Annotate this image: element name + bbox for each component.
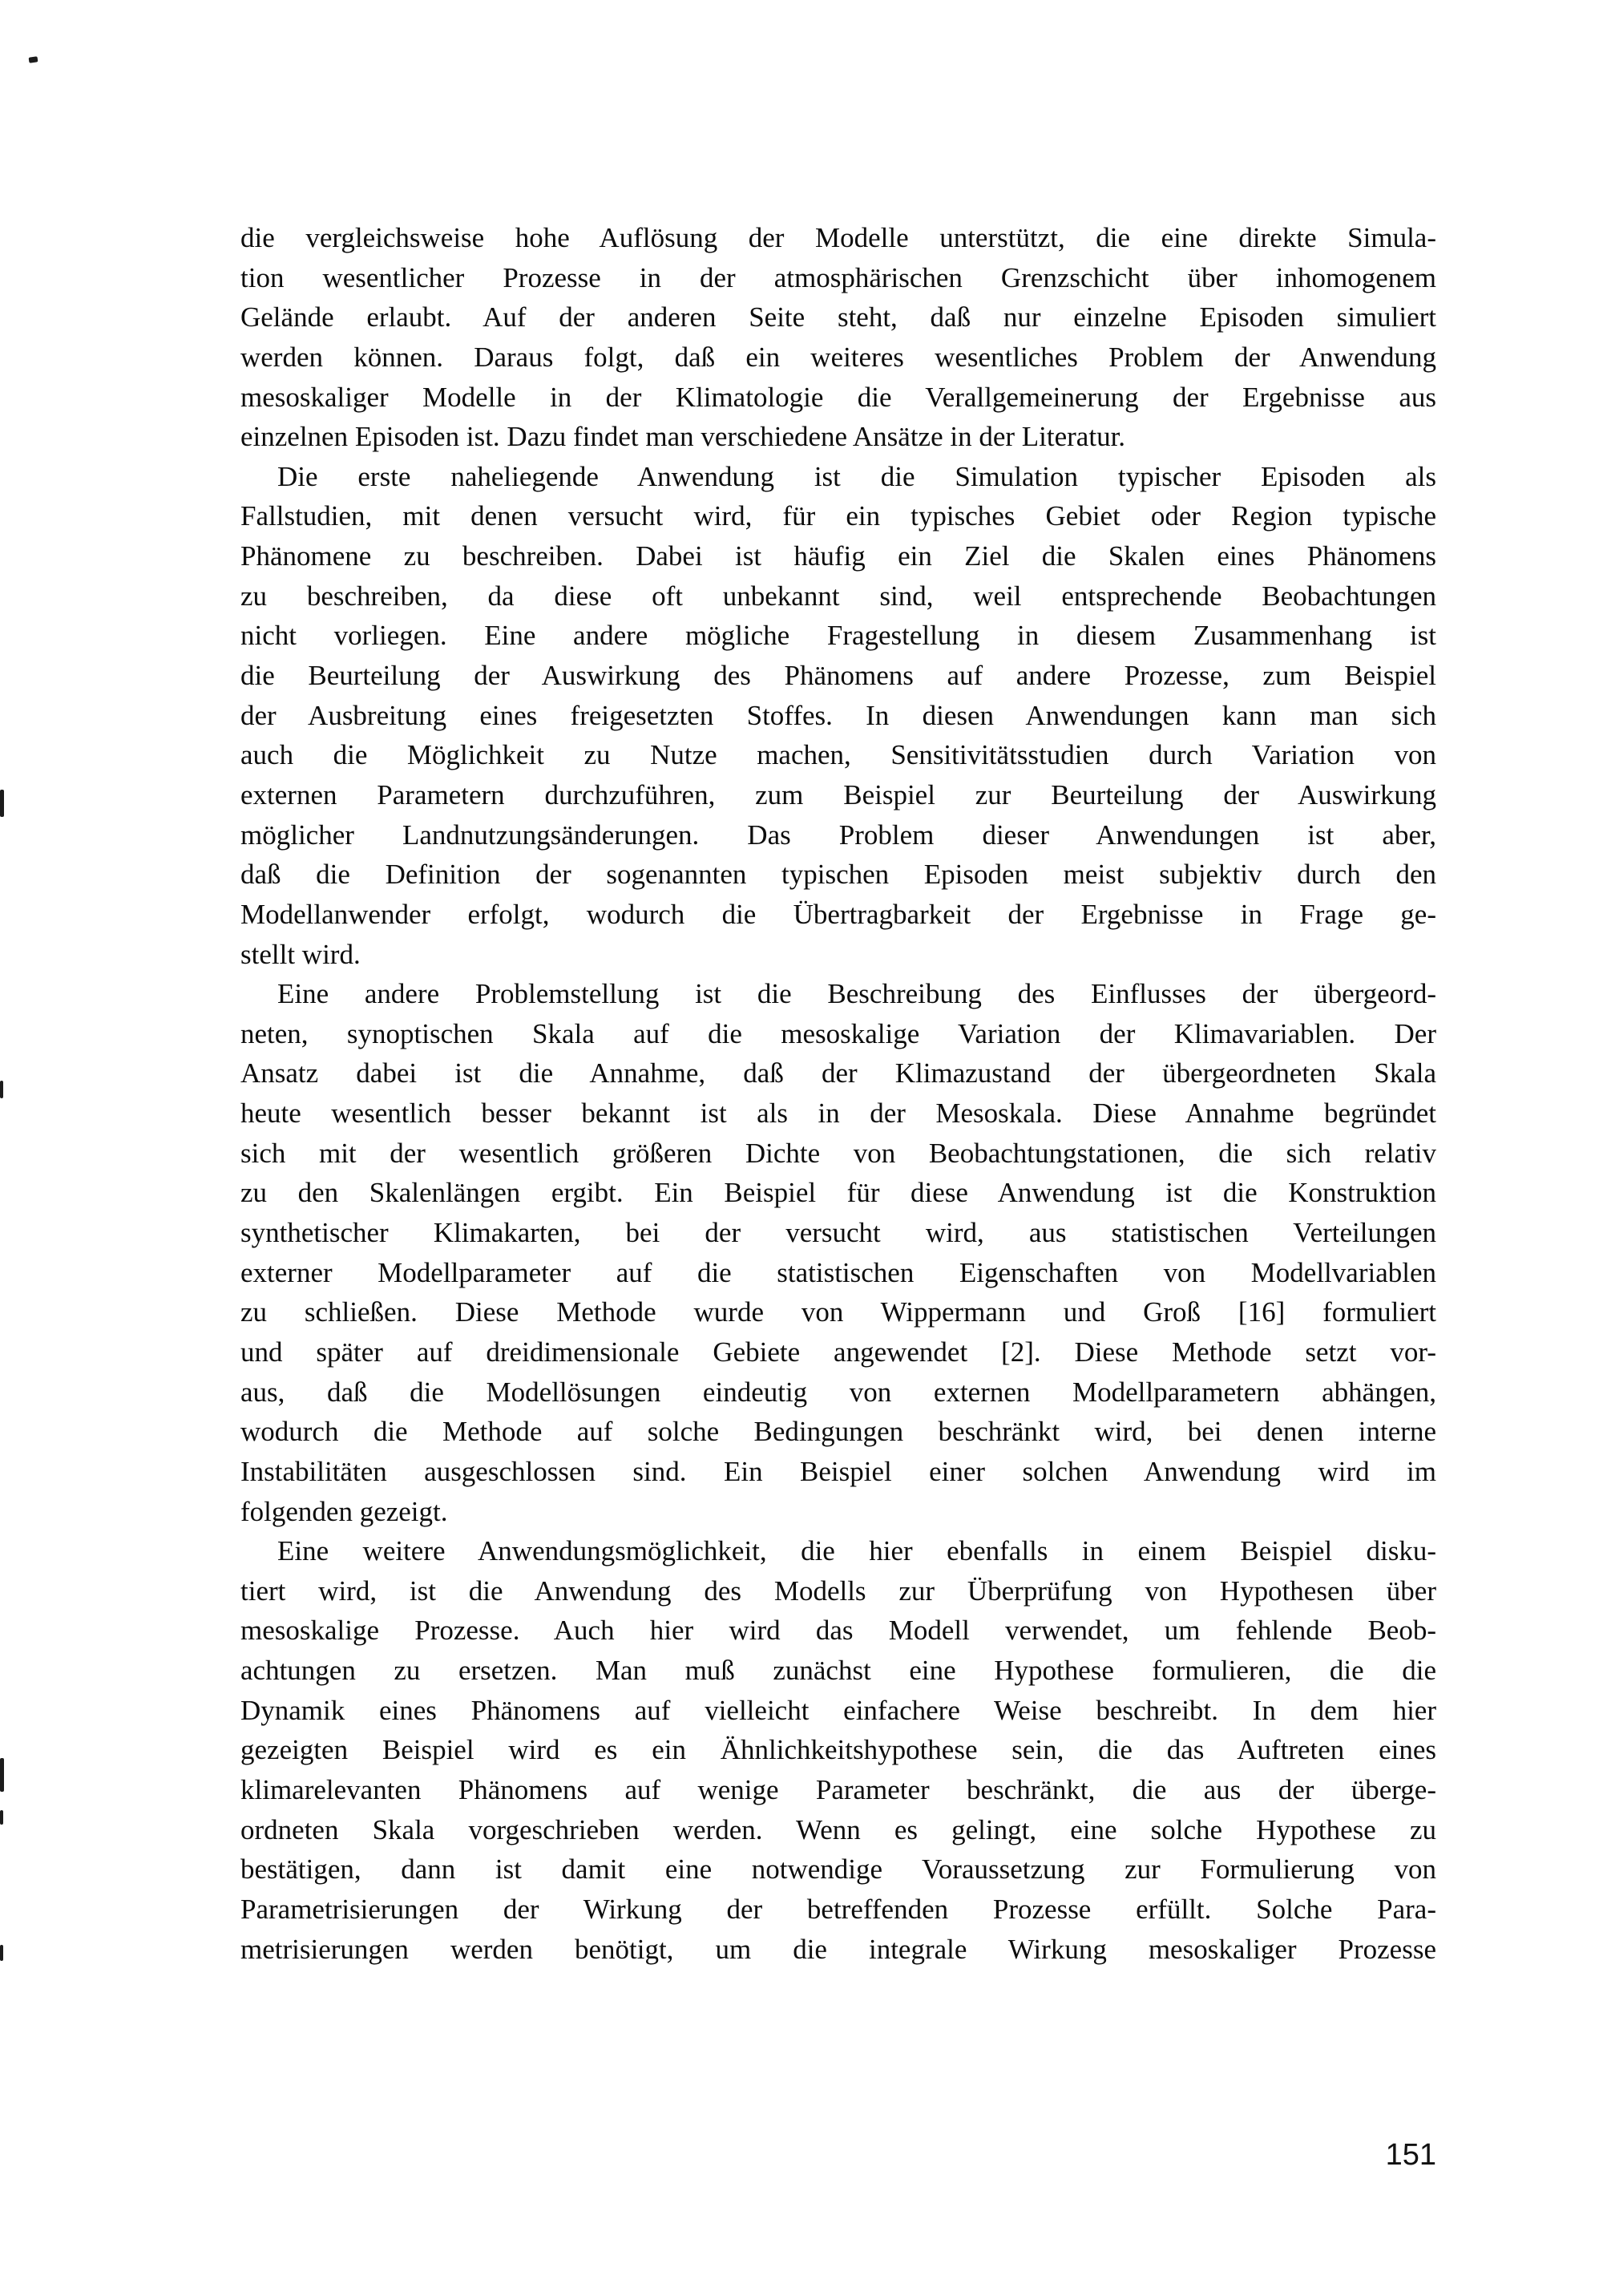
text-line: Eine andere Problemstellung ist die Beschreibung des Einflusses der übergeord- bbox=[277, 978, 1436, 1010]
text-line: tiert wird, ist die Anwendung des Modells zur Überprüfung von Hypothesen über bbox=[240, 1574, 1436, 1607]
text-line: die vergleichsweise hohe Auflösung der Modelle unterstützt, die eine direkte Simula- bbox=[240, 222, 1436, 253]
text-line: stellt wird. bbox=[240, 938, 361, 970]
text-line: Fallstudien, mit denen versucht wird, für ein typisches Gebiet oder Region typische bbox=[240, 500, 1436, 532]
text-line: externer Modellparameter auf die statistischen Eigenschaften von Modellvariablen bbox=[240, 1256, 1436, 1288]
body-text bbox=[240, 218, 1436, 1969]
text-line: möglicher Landnutzungsänderungen. Das Problem dieser Anwendungen ist aber, bbox=[240, 819, 1436, 851]
text-line: tion wesentlicher Prozesse in der atmosphärischen Grenzschicht über inhomogenem bbox=[240, 261, 1436, 293]
text-line: auch die Möglichkeit zu Nutze machen, Sensitivitätsstudien durch Variation von bbox=[240, 739, 1436, 771]
text-line: externen Parametern durchzuführen, zum Beispiel zur Beurteilung der Auswirkung bbox=[240, 778, 1436, 810]
text-line: und später auf dreidimensionale Gebiete angewendet [2]. Diese Methode setzt vor- bbox=[240, 1336, 1436, 1368]
text-line: klimarelevanten Phänomens auf wenige Parameter beschränkt, die aus der überge- bbox=[240, 1773, 1436, 1805]
text-line: gezeigten Beispiel wird es ein Ähnlichkeitshypothese sein, die das Auftreten eines bbox=[240, 1734, 1436, 1766]
scan-artifact bbox=[29, 56, 38, 63]
text-line: neten, synoptischen Skala auf die mesoskalige Variation der Klimavariablen. Der bbox=[240, 1017, 1436, 1049]
text-line: Ansatz dabei ist die Annahme, daß der Klimazustand der übergeordneten Skala bbox=[240, 1057, 1436, 1089]
text-line: Phänomene zu beschreiben. Dabei ist häufig ein Ziel die Skalen eines Phänomens bbox=[240, 540, 1436, 572]
text-line: einzelnen Episoden ist. Dazu findet man verschiedene Ansätze in der Literatur. bbox=[240, 421, 1126, 453]
text-line: Eine weitere Anwendungsmöglichkeit, die hier ebenfalls in einem Beispiel disku- bbox=[277, 1535, 1436, 1567]
text-line: wodurch die Methode auf solche Bedingungen beschränkt wird, bei denen interne bbox=[240, 1416, 1436, 1448]
text-line: bestätigen, dann ist damit eine notwendige Voraussetzung zur Formulierung von bbox=[240, 1853, 1436, 1886]
text-line: daß die Definition der sogenannten typischen Episoden meist subjektiv durch den bbox=[240, 859, 1436, 891]
text-line: Gelände erlaubt. Auf der anderen Seite steht, daß nur einzelne Episoden simuliert bbox=[240, 301, 1436, 333]
text-line: folgenden gezeigt. bbox=[240, 1495, 448, 1527]
text-line: die Beurteilung der Auswirkung des Phänomens auf andere Prozesse, zum Beispiel bbox=[240, 660, 1436, 692]
scan-artifact bbox=[0, 1081, 3, 1098]
text-line: werden können. Daraus folgt, daß ein weiteres wesentliches Problem der Anwendung bbox=[240, 341, 1436, 373]
scan-artifact bbox=[0, 1758, 4, 1792]
text-line: aus, daß die Modellösungen eindeutig von externen Modellparametern abhängen, bbox=[240, 1376, 1436, 1408]
scan-artifact bbox=[0, 1810, 3, 1825]
text-line: mesoskaliger Modelle in der Klimatologie die Verallgemeinerung der Ergebnisse aus bbox=[240, 381, 1436, 413]
text-line: metrisierungen werden benötigt, um die integrale Wirkung mesoskaliger Prozesse bbox=[240, 1933, 1436, 1965]
text-line: mesoskalige Prozesse. Auch hier wird das Modell verwendet, um fehlende Beob- bbox=[240, 1615, 1436, 1647]
text-line: Die erste naheliegende Anwendung ist die Simulation typischer Episoden als bbox=[277, 460, 1436, 492]
text-line: zu schließen. Diese Methode wurde von Wippermann und Groß [16] formuliert bbox=[240, 1296, 1436, 1328]
text-line: synthetischer Klimakarten, bei der versucht wird, aus statistischen Verteilungen bbox=[240, 1217, 1436, 1249]
text-line: sich mit der wesentlich größeren Dichte von Beobachtungstationen, die sich relativ bbox=[240, 1137, 1436, 1169]
text-line: Parametrisierungen der Wirkung der betreffenden Prozesse erfüllt. Solche Para- bbox=[240, 1893, 1436, 1925]
text-line: nicht vorliegen. Eine andere mögliche Fragestellung in diesem Zusammenhang ist bbox=[240, 620, 1436, 652]
text-line: der Ausbreitung eines freigesetzten Stoffes. In diesen Anwendungen kann man sich bbox=[240, 699, 1436, 731]
text-line: heute wesentlich besser bekannt ist als in der Mesoskala. Diese Annahme begründet bbox=[240, 1097, 1436, 1130]
text-line: ordneten Skala vorgeschrieben werden. Wenn es gelingt, eine solche Hypothese zu bbox=[240, 1813, 1436, 1845]
scan-artifact bbox=[0, 1945, 3, 1961]
text-line: Modellanwender erfolgt, wodurch die Übertragbarkeit der Ergebnisse in Frage ge- bbox=[240, 898, 1436, 930]
scan-artifact bbox=[0, 790, 4, 817]
text-line: Instabilitäten ausgeschlossen sind. Ein Beispiel einer solchen Anwendung wird im bbox=[240, 1455, 1436, 1487]
page-number: 151 bbox=[1385, 2138, 1436, 2172]
text-line: zu beschreiben, da diese oft unbekannt sind, weil entsprechende Beobachtungen bbox=[240, 580, 1436, 612]
text-line: Dynamik eines Phänomens auf vielleicht einfachere Weise beschreibt. In dem hier bbox=[240, 1694, 1436, 1726]
text-line: zu den Skalenlängen ergibt. Ein Beispiel für diese Anwendung ist die Konstruktion bbox=[240, 1177, 1436, 1209]
text-line: achtungen zu ersetzen. Man muß zunächst eine Hypothese formulieren, die die bbox=[240, 1655, 1436, 1687]
